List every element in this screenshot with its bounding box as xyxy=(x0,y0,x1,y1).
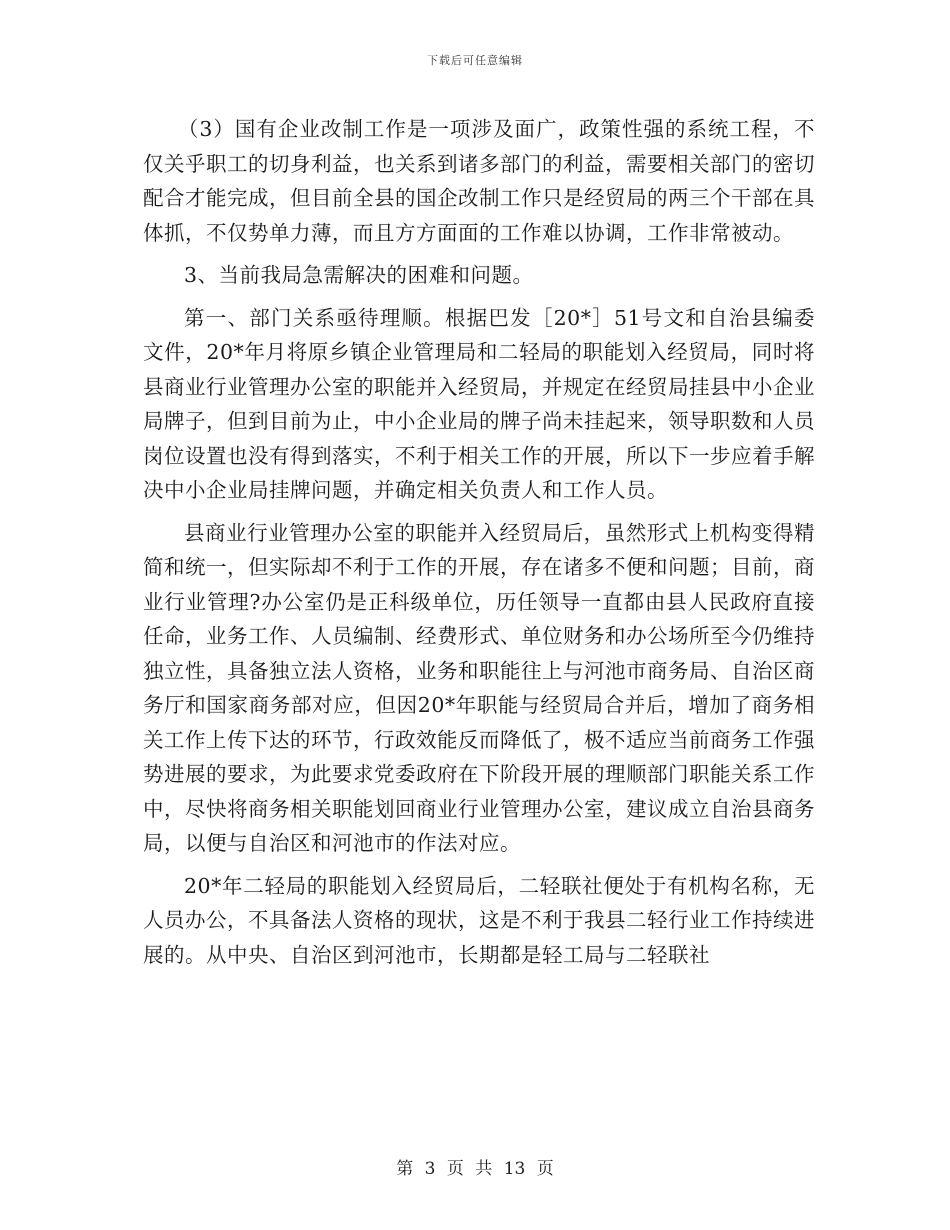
page-header: 下载后可任意编辑 xyxy=(427,54,523,67)
document-body xyxy=(143,112,815,980)
paragraph-commerce-office: 县商业行业管理办公室的职能并入经贸局后，虽然形式上机构变得精简和统一，但实际却不利于工作的开展，存在诸多不便和问题；目前，商业行业管理?办公室仍是正科级单位，历任领导一直都由县人民政府直接任命，业务工作、人员编制、经费形式、单位财务和办公场所至今仍维持独立性，具备独立法人资格，业务和职能往上与河池市商务局、自治区商务厅和国家商务部对应，但因20*年职能与经贸局合并后，增加了商务相关工作上传下达的环节，行政效能反而降低了，极不适应当前商务工作强势进展的要求，为此要求党委政府在下阶段开展的理顺部门职能关系工作中，尽快将商务相关职能划回商业行业管理办公室，建议成立自治县商务局，以便与自治区和河池市的作法对应。 xyxy=(143,520,815,855)
paragraph-soe-reform: （3）国有企业改制工作是一项涉及面广，政策性强的系统工程，不仅关乎职工的切身利益，也关系到诸多部门的利益，需要相关部门的密切配合才能完成，但目前全县的国企改制工作只是经贸局的两三个干部在具体抓，不仅势单力薄，而且方方面面的工作难以协调，工作非常被动。 xyxy=(143,117,815,245)
page-footer: 第 3 页 共 13 页 xyxy=(396,1159,554,1179)
paragraph-department-relations: 第一、部门关系亟待理顺。根据巴发［20*］51号文和自治县编委文件，20*年月将原乡镇企业管理局和二轻局的职能划入经贸局，同时将县商业行业管理办公室的职能并入经贸局，并规定在经贸局挂县中小企业局牌子，但到目前为止，中小企业局的牌子尚未挂起来，领导职数和人员岗位设置也没有得到落实，不利于相关工作的开展，所以下一步应着手解决中小企业局挂牌问题，并确定相关负责人和工作人员。 xyxy=(143,305,815,502)
paragraph-light-industry: 20*年二轻局的职能划入经贸局后，二轻联社便处于有机构名称，无人员办公，不具备法人资格的现状，这是不利于我县二轻行业工作持续进展的。从中央、自治区到河池市，长期都是轻工局与二轻联社 xyxy=(143,873,815,967)
section-heading-difficulties: 3、当前我局急需解决的困难和问题。 xyxy=(184,263,534,287)
